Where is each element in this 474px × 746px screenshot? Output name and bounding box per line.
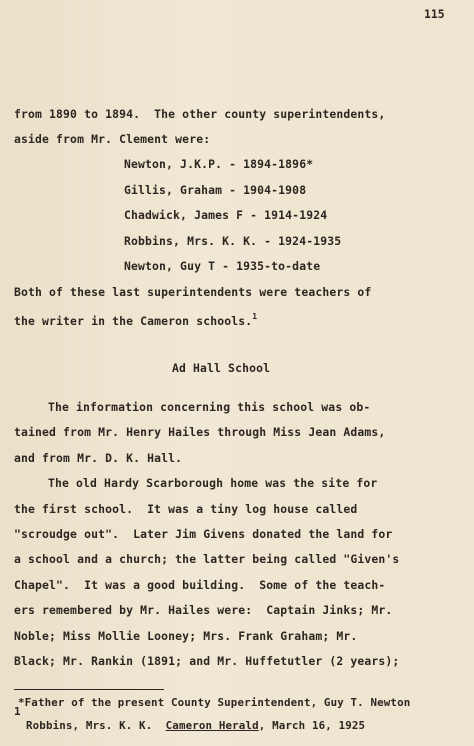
footnote-source-title: Cameron Herald xyxy=(165,719,259,732)
footnote-marker: 1 xyxy=(14,705,21,718)
paragraph-line: The old Hardy Scarborough home was the site for xyxy=(48,476,378,490)
footnote-author: Robbins, Mrs. K. K. xyxy=(26,719,166,732)
paragraph-line: Black; Mr. Rankin (1891; and Mr. Huffetutler (2 years); xyxy=(14,654,400,668)
paragraph-line: the first school. It was a tiny log house called xyxy=(14,502,358,516)
footnote-citation xyxy=(26,719,365,733)
paragraph-line: and from Mr. D. K. Hall. xyxy=(14,451,183,465)
superintendent-entry: Newton, Guy T - 1935-to-date xyxy=(124,259,321,273)
text-line-content: the writer in the Cameron schools. xyxy=(14,314,253,328)
paragraph-line: "scroudge out". Later Jim Givens donated the land for xyxy=(14,527,393,541)
superintendent-entry: Gillis, Graham - 1904-1908 xyxy=(124,183,307,197)
page-number: 115 xyxy=(424,7,445,21)
paragraph-line: The information concerning this school was ob- xyxy=(48,400,371,414)
text-line: from 1890 to 1894. The other county superintendents, xyxy=(14,107,386,121)
paragraph-line: Noble; Miss Mollie Looney; Mrs. Frank Graham; Mr. xyxy=(14,629,358,643)
text-line: Both of these last superintendents were teachers of xyxy=(14,285,372,299)
superintendent-entry: Chadwick, James F - 1914-1924 xyxy=(124,208,328,222)
superintendent-entry: Robbins, Mrs. K. K. - 1924-1935 xyxy=(124,234,342,248)
paragraph-line: a school and a church; the latter being called "Given's xyxy=(14,552,400,566)
text-line: aside from Mr. Clement were: xyxy=(14,132,211,146)
footnote-divider xyxy=(14,689,164,690)
footnote-date: , March 16, 1925 xyxy=(258,719,366,732)
paragraph-line: tained from Mr. Henry Hailes through Miss Jean Adams, xyxy=(14,425,386,439)
superintendent-entry: Newton, J.K.P. - 1894-1896* xyxy=(124,157,314,171)
footnote-reference: 1 xyxy=(252,312,258,321)
footnote-star: *Father of the present County Superintendent, Guy T. Newton xyxy=(18,696,411,709)
paragraph-line: ers remembered by Mr. Hailes were: Captain Jinks; Mr. xyxy=(14,603,393,617)
paragraph-line: Chapel". It was a good building. Some of the teach- xyxy=(14,578,386,592)
section-heading: Ad Hall School xyxy=(172,361,271,375)
text-line xyxy=(14,310,257,328)
